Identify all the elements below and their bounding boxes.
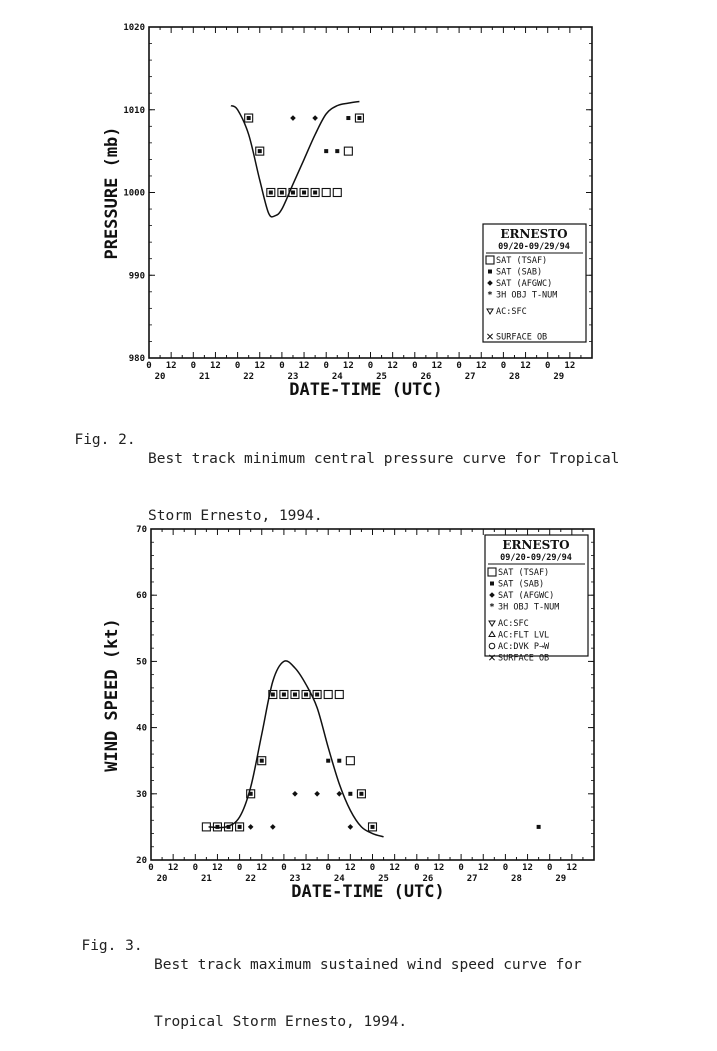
x-hour-label: 12 (566, 863, 578, 873)
y-tick-label: 40 (136, 723, 147, 734)
data-point (337, 759, 341, 763)
legend-marker: * (489, 602, 495, 613)
data-point (315, 693, 319, 697)
x-hour-label: 12 (210, 361, 221, 371)
data-point (269, 191, 273, 195)
pressure-legend-dates: 09/20-09/29/94 (498, 242, 570, 252)
legend-entry: SAT (AFGWC) (496, 279, 553, 289)
fig2-caption-text (148, 412, 619, 545)
x-day-label: 25 (378, 874, 389, 884)
data-point (326, 759, 330, 763)
x-day-label: 21 (200, 874, 212, 884)
x-day-label: 20 (154, 372, 166, 382)
best-track-curve (209, 661, 384, 837)
data-point (346, 116, 350, 120)
wind-x-ticks (148, 863, 577, 884)
x-day-label: 20 (156, 874, 168, 884)
x-hour-label: 0 (148, 863, 154, 873)
data-point (312, 115, 318, 121)
wind-x-axis-label: DATE-TIME (UTC) (291, 882, 445, 902)
legend-entry: SURFACE OB (496, 332, 548, 343)
data-point (248, 824, 254, 830)
fig3-caption-line1: Best track maximum sustained wind speed curve for (154, 957, 582, 973)
legend-entry: AC:DVK P→W (498, 642, 550, 652)
y-tick-label: 990 (128, 271, 145, 282)
x-day-label: 23 (289, 874, 301, 884)
data-point (335, 691, 343, 699)
x-hour-label: 0 (279, 361, 285, 371)
x-hour-label: 0 (234, 361, 241, 371)
x-hour-label: 12 (167, 863, 179, 873)
pressure-x-ticks (146, 361, 575, 382)
data-point (302, 191, 306, 195)
y-tick-label: 1000 (123, 188, 145, 199)
pressure-chart (102, 23, 592, 400)
legend-marker: * (487, 290, 493, 301)
x-day-label: 28 (511, 874, 522, 884)
fig2-caption-number: Fig. 2. (74, 432, 136, 448)
y-tick-label: 980 (128, 354, 145, 364)
legend-entry: 3H OBJ T-NUM (498, 602, 560, 613)
data-point (359, 792, 363, 796)
data-point (371, 825, 375, 829)
x-day-label: 26 (420, 372, 432, 382)
x-hour-label: 0 (192, 863, 199, 873)
y-tick-label: 50 (136, 657, 147, 668)
x-hour-label: 12 (300, 863, 312, 873)
x-hour-label: 0 (369, 863, 376, 873)
x-day-label: 29 (555, 874, 567, 884)
data-point (335, 149, 339, 153)
data-point (258, 149, 262, 153)
pressure-y-ticks (123, 23, 145, 364)
x-hour-label: 0 (236, 863, 243, 873)
x-day-label: 22 (243, 372, 255, 382)
x-hour-label: 0 (325, 863, 331, 873)
x-hour-label: 12 (522, 863, 533, 873)
legend-entry: SAT (SAB) (496, 267, 543, 278)
x-hour-label: 12 (389, 863, 401, 873)
x-hour-label: 0 (367, 361, 374, 371)
fig2-caption-line1: Best track minimum central pressure curve for Tropical (148, 451, 620, 467)
legend-entry: AC:SFC (496, 307, 527, 317)
data-point (260, 759, 264, 763)
data-point (537, 825, 541, 829)
data-point (348, 792, 352, 796)
data-point (249, 792, 253, 796)
data-point (293, 693, 297, 697)
x-day-label: 22 (245, 874, 257, 884)
x-hour-label: 12 (477, 863, 489, 873)
x-hour-label: 0 (546, 863, 553, 873)
wind-legend-title: ERNESTO (502, 538, 570, 552)
data-point (271, 693, 275, 697)
x-hour-label: 12 (387, 361, 399, 371)
data-point (290, 115, 296, 121)
pressure-x-axis-label: DATE-TIME (UTC) (289, 380, 443, 400)
x-hour-label: 0 (281, 863, 287, 873)
data-point (247, 116, 251, 120)
x-hour-label: 12 (254, 361, 266, 371)
pressure-legend-title: ERNESTO (500, 227, 568, 241)
legend-entry: AC:FLT LVL (498, 630, 550, 641)
x-hour-label: 0 (500, 361, 507, 371)
data-point (227, 825, 231, 829)
x-hour-label: 12 (475, 361, 487, 371)
wind-y-axis-label: WIND SPEED (kt) (102, 618, 122, 772)
x-hour-label: 12 (433, 863, 445, 873)
data-point (324, 149, 328, 153)
fig3-caption (64, 918, 143, 956)
legend-entry: SAT (TSAF) (498, 568, 550, 578)
data-point (357, 116, 361, 120)
x-hour-label: 0 (502, 863, 509, 873)
data-point (348, 824, 354, 830)
x-hour-label: 12 (165, 361, 177, 371)
pressure-y-axis-label: PRESSURE (mb) (102, 126, 122, 260)
data-point (238, 825, 242, 829)
fig2-caption-line2: Storm Ernesto, 1994. (148, 508, 323, 524)
data-point (344, 147, 352, 155)
legend-entry: SAT (TSAF) (496, 256, 548, 266)
x-hour-label: 12 (520, 361, 531, 371)
data-point (215, 825, 219, 829)
x-hour-label: 0 (544, 361, 551, 371)
data-point (282, 693, 286, 697)
fig3-caption-line2: Tropical Storm Ernesto, 1994. (154, 1014, 408, 1030)
x-hour-label: 12 (212, 863, 223, 873)
data-point (280, 191, 284, 195)
legend-entry: AC:SFC (498, 619, 529, 629)
y-tick-label: 60 (136, 591, 147, 602)
x-hour-label: 0 (323, 361, 329, 371)
wind-legend-dates: 09/20-09/29/94 (500, 553, 572, 563)
wind-chart (102, 525, 594, 902)
x-day-label: 28 (509, 372, 520, 382)
x-hour-label: 0 (456, 361, 462, 371)
legend-entry: SAT (SAB) (498, 579, 545, 590)
y-tick-label: 1020 (123, 23, 145, 33)
legend-entry: SAT (AFGWC) (498, 591, 555, 601)
x-hour-label: 12 (564, 361, 576, 371)
x-day-label: 27 (466, 874, 478, 884)
x-hour-label: 12 (298, 361, 310, 371)
x-hour-label: 0 (146, 361, 152, 371)
wind-y-ticks (136, 525, 147, 866)
data-point (324, 691, 332, 699)
data-point (322, 189, 330, 197)
x-day-label: 27 (464, 372, 476, 382)
x-day-label: 25 (376, 372, 387, 382)
x-day-label: 24 (331, 372, 343, 382)
y-tick-label: 1010 (123, 105, 145, 116)
data-point (313, 191, 317, 195)
x-day-label: 29 (553, 372, 565, 382)
legend-marker (490, 582, 494, 586)
x-day-label: 21 (198, 372, 210, 382)
y-tick-label: 20 (136, 856, 147, 866)
x-hour-label: 0 (412, 361, 418, 371)
y-tick-label: 30 (136, 789, 147, 800)
y-tick-label: 70 (136, 525, 147, 535)
x-hour-label: 0 (190, 361, 197, 371)
fig3-caption-number: Fig. 3. (81, 938, 143, 954)
x-day-label: 24 (333, 874, 345, 884)
fig3-caption-text (154, 918, 582, 1051)
data-point (304, 693, 308, 697)
data-point (292, 791, 298, 797)
x-day-label: 26 (422, 874, 434, 884)
data-point (333, 189, 341, 197)
wind-legend (485, 535, 588, 664)
x-hour-label: 0 (414, 863, 420, 873)
data-point (291, 191, 295, 195)
x-hour-label: 0 (458, 863, 464, 873)
pressure-legend (483, 224, 586, 343)
x-day-label: 23 (287, 372, 299, 382)
x-hour-label: 12 (431, 361, 443, 371)
legend-marker (488, 270, 492, 274)
wind-data-marks (202, 661, 540, 837)
x-hour-label: 12 (344, 863, 356, 873)
legend-entry: SURFACE OB (498, 653, 550, 664)
data-point (346, 757, 354, 765)
pressure-data-marks (231, 101, 363, 216)
x-hour-label: 12 (342, 361, 354, 371)
data-point (314, 791, 320, 797)
x-hour-label: 12 (256, 863, 268, 873)
fig2-caption (57, 412, 136, 450)
data-point (270, 824, 276, 830)
data-point (336, 791, 342, 797)
legend-entry: 3H OBJ T-NUM (496, 290, 558, 301)
